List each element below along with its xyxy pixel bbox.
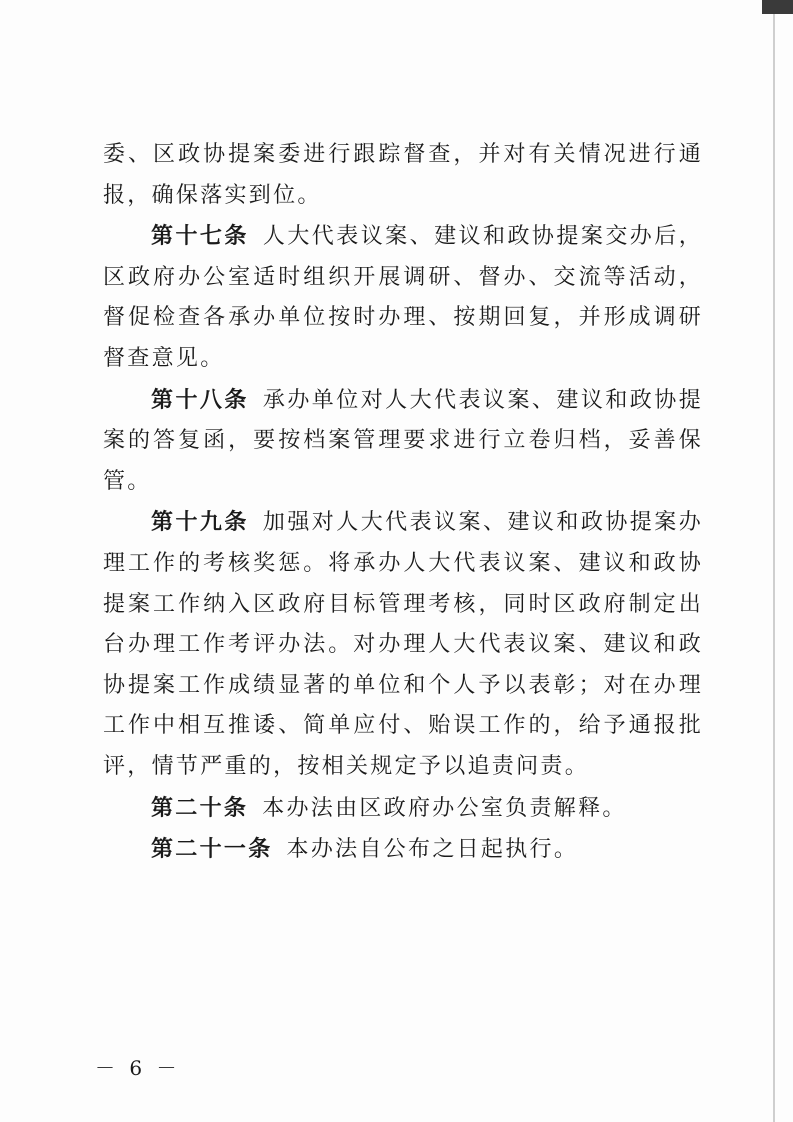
article-heading: 第二十一条 [151,836,273,863]
page-number: － 6 － [95,1056,181,1080]
scan-corner-mark [762,0,793,14]
scan-edge-line [773,0,775,1122]
article-heading: 第十七条 [151,223,249,250]
continuation-text: 委、区政协提案委进行跟踪督查，并对有关情况进行通报，确保落实到位。 [103,142,703,208]
article-text: 人大代表议案、建议和政协提案交办后，区政府办公室适时组织开展调研、督办、交流等活动，督促检查各承办单位按时办理、按期回复，并形成调研督查意见。 [103,224,704,371]
article-text: 本办法由区政府办公室负责解释。 [262,795,627,821]
article-text: 承办单位对人大代表议案、建议和政协提案的答复函，要按档案管理要求进行立卷归档，妥善保管。 [103,387,704,494]
article-text: 加强对人大代表议案、建议和政协提案办理工作的考核奖惩。将承办人大代表议案、建议和政协提案工作纳入区政府目标管理考核，同时区政府制定出台办理工作考评办法。对办理人大代表议案、建议和政协提案工作成绩显著的单位和个人予以表彰；对在办理工作中相互推诿、简单应付、贻误工作的，给予通报批评，情节严重的，按相关规定予以追责问责。 [103,510,704,779]
article-18 [103,380,703,503]
article-21 [103,829,703,871]
document-body [103,135,703,871]
article-20 [103,788,703,830]
article-text: 本办法自公布之日起执行。 [286,837,579,863]
article-17 [103,216,703,379]
continuation-paragraph [103,135,703,216]
article-heading: 第十九条 [151,509,249,536]
article-heading: 第二十条 [151,794,249,821]
article-heading: 第十八条 [151,386,249,413]
article-19 [103,502,703,787]
